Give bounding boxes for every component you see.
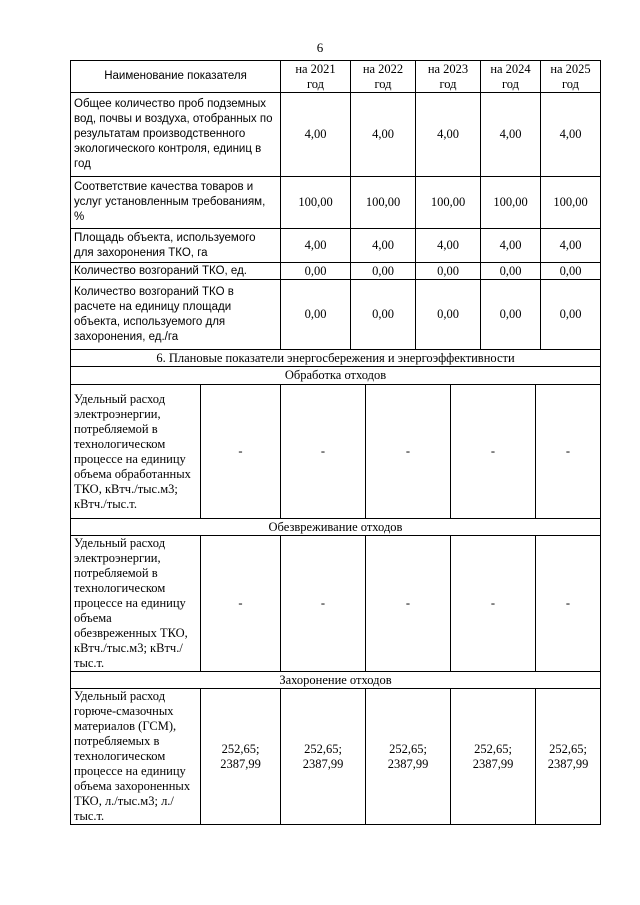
value-cell: 0,00 — [481, 280, 541, 350]
table-row — [71, 177, 601, 229]
table-row — [71, 689, 601, 825]
value-cell: 4,00 — [481, 229, 541, 263]
table-row — [71, 229, 601, 263]
value-cell: 4,00 — [416, 93, 481, 177]
value-cell: 252,65; 2387,99 — [536, 689, 601, 825]
value-cell: - — [281, 536, 366, 672]
indicator-name: Соответствие качества товаров и услуг установленным требованиям, % — [71, 177, 281, 229]
value-cell: 252,65; 2387,99 — [451, 689, 536, 825]
indicators-table — [70, 60, 601, 367]
value-cell: 4,00 — [481, 93, 541, 177]
value-cell: 100,00 — [416, 177, 481, 229]
value-cell: 100,00 — [281, 177, 351, 229]
subsection-row — [71, 519, 601, 536]
value-cell: - — [536, 536, 601, 672]
value-cell: 252,65; 2387,99 — [366, 689, 451, 825]
value-cell: 100,00 — [541, 177, 601, 229]
value-cell: 0,00 — [351, 263, 416, 280]
indicator-name: Общее количество проб подземных вод, почвы и воздуха, отобранных по результатам производственного экологического контроля, единиц в год — [71, 93, 281, 177]
value-cell: 4,00 — [541, 93, 601, 177]
value-cell: - — [366, 385, 451, 519]
value-cell: 0,00 — [351, 280, 416, 350]
value-cell: 100,00 — [481, 177, 541, 229]
page-number: 6 — [316, 40, 324, 55]
value-cell: 100,00 — [351, 177, 416, 229]
indicator-name: Количество возгораний ТКО, ед. — [71, 263, 281, 280]
value-cell: - — [281, 385, 366, 519]
value-cell: 0,00 — [481, 263, 541, 280]
table-row — [71, 93, 601, 177]
header-year-2024: на 2024 год — [481, 61, 541, 93]
indicator-name: Удельный расход электроэнергии, потребляемой в технологическом процессе на единицу объема обработанных ТКО, кВтч./тыс.м3; кВтч./тыс.т. — [71, 385, 201, 519]
header-year-2025: на 2025 год — [541, 61, 601, 93]
value-cell: 4,00 — [541, 229, 601, 263]
header-year-2023: на 2023 год — [416, 61, 481, 93]
value-cell: - — [451, 536, 536, 672]
value-cell: 0,00 — [281, 280, 351, 350]
header-year-2021: на 2021 год — [281, 61, 351, 93]
value-cell: 4,00 — [416, 229, 481, 263]
value-cell: 0,00 — [416, 263, 481, 280]
value-cell: 0,00 — [416, 280, 481, 350]
section-title: 6. Плановые показатели энергосбережения и энергоэффективности — [71, 350, 601, 367]
value-cell: - — [451, 385, 536, 519]
table-row — [71, 263, 601, 280]
header-indicator: Наименование показателя — [71, 61, 281, 93]
value-cell: 4,00 — [351, 93, 416, 177]
indicator-name: Площадь объекта, используемого для захоронения ТКО, га — [71, 229, 281, 263]
value-cell: 4,00 — [281, 229, 351, 263]
value-cell: 0,00 — [541, 280, 601, 350]
subsection-row — [71, 367, 601, 385]
subsection-title: Обработка отходов — [71, 367, 601, 385]
value-cell: 252,65; 2387,99 — [201, 689, 281, 825]
value-cell: 252,65; 2387,99 — [281, 689, 366, 825]
energy-table — [70, 366, 601, 825]
header-row — [71, 61, 601, 93]
section-row — [71, 350, 601, 367]
header-year-2022: на 2022 год — [351, 61, 416, 93]
indicator-name: Удельный расход горюче-смазочных материалов (ГСМ), потребляемых в технологическом процессе на единицу объема захороненных ТКО, л./тыс.м3; л./тыс.т. — [71, 689, 201, 825]
subsection-title: Обезвреживание отходов — [71, 519, 601, 536]
indicator-name: Количество возгораний ТКО в расчете на единицу площади объекта, используемого для захоронения, ед./га — [71, 280, 281, 350]
value-cell: - — [366, 536, 451, 672]
subsection-row — [71, 672, 601, 689]
subsection-title: Захоронение отходов — [71, 672, 601, 689]
table-row — [71, 280, 601, 350]
table-row — [71, 536, 601, 672]
value-cell: 0,00 — [281, 263, 351, 280]
value-cell: 0,00 — [541, 263, 601, 280]
indicator-name: Удельный расход электроэнергии, потребляемой в технологическом процессе на единицу объема обезвреженных ТКО, кВтч./тыс.м3; кВтч./тыс.т. — [71, 536, 201, 672]
value-cell: 4,00 — [351, 229, 416, 263]
value-cell: 4,00 — [281, 93, 351, 177]
table-row — [71, 385, 601, 519]
value-cell: - — [201, 385, 281, 519]
value-cell: - — [201, 536, 281, 672]
value-cell: - — [536, 385, 601, 519]
